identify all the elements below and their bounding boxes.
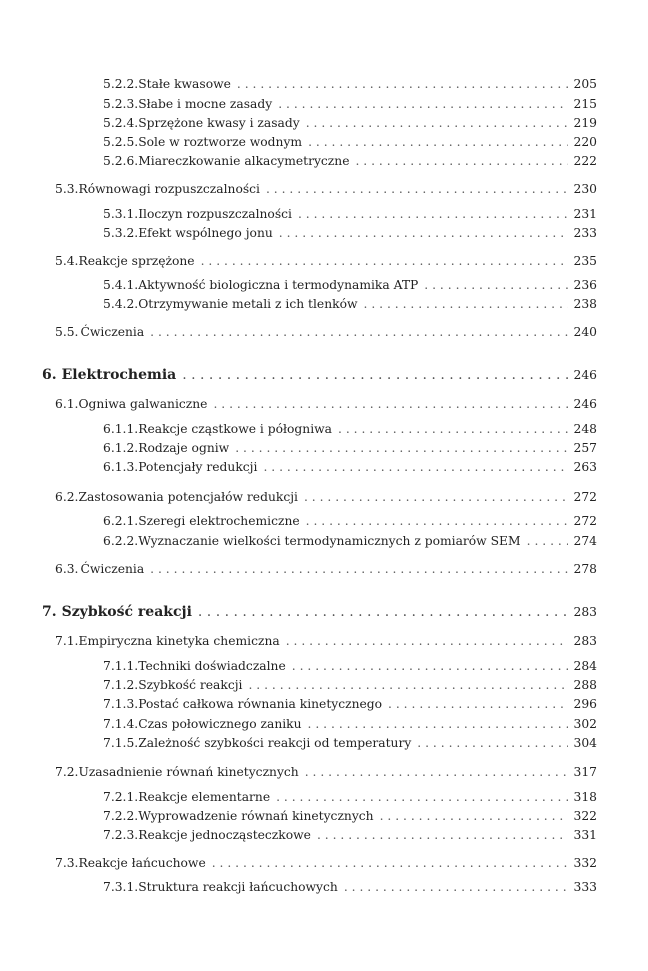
toc-entry-page: 238 [573, 297, 597, 311]
toc-entry-title: Słabe i mocne zasady [138, 97, 273, 111]
toc-entry [103, 735, 597, 751]
toc-entry-number: 5.4.1. [103, 278, 139, 292]
toc-entry-page: 288 [573, 678, 597, 692]
toc-entry-page: 246 [573, 397, 597, 411]
toc-entry-title: Aktywność biologiczna i termodynamika ATP [138, 278, 419, 292]
dot-leader [278, 96, 567, 112]
toc-entry-number: 5.4. [55, 254, 79, 268]
toc-entry-number: 6.2.1. [103, 514, 139, 528]
toc-entry [103, 459, 597, 475]
toc-entry [55, 396, 597, 412]
toc-entry-title: Zależność szybkości reakcji od temperatury [138, 736, 412, 750]
toc-entry-page: 220 [573, 135, 597, 149]
dot-leader [304, 489, 568, 505]
toc-entry-number: 6.2. [55, 490, 79, 504]
toc-entry [103, 513, 597, 529]
dot-leader [364, 296, 568, 312]
toc-entry [55, 324, 597, 340]
dot-leader [198, 604, 568, 620]
toc-entry [55, 633, 597, 649]
toc-entry [103, 153, 597, 169]
dot-leader [266, 181, 568, 197]
toc-entry-title: Sprzężone kwasy i zasady [138, 116, 300, 130]
toc-entry-number: 7.2. [55, 765, 79, 779]
toc-entry-number: 7.2.1. [103, 790, 139, 804]
toc-entry [103, 716, 597, 732]
toc-entry [103, 421, 597, 437]
toc-entry-number: 6.1. [55, 397, 79, 411]
toc-entry-title: Równowagi rozpuszczalności [78, 182, 260, 196]
toc-entry-number: 6. [42, 367, 57, 383]
toc-entry-page: 248 [573, 422, 597, 436]
toc-entry-title: Iloczyn rozpuszczalności [138, 207, 292, 221]
toc-entry-number: 6.1.3. [103, 460, 139, 474]
toc-entry-title: Techniki doświadczalne [138, 659, 286, 673]
toc-entry-title: Rodzaje ogniw [138, 441, 230, 455]
dot-leader [338, 421, 568, 437]
toc-entry-page: 333 [573, 880, 597, 894]
toc-entry-page: 233 [573, 226, 597, 240]
toc-entry-page: 278 [573, 562, 597, 576]
toc-chapter [42, 367, 597, 383]
toc-entry-title: Uzasadnienie równań kinetycznych [78, 765, 299, 779]
dot-leader [150, 324, 567, 340]
toc-entry-number: 6.2.2. [103, 534, 139, 548]
toc-entry-title: Szybkość reakcji [138, 678, 243, 692]
toc-entry-title: Ogniwa galwaniczne [78, 397, 208, 411]
toc-entry [103, 658, 597, 674]
toc-entry-title: Potencjały redukcji [138, 460, 258, 474]
toc-entry-number: 7.1.4. [103, 717, 139, 731]
toc-entry [55, 181, 597, 197]
toc-entry-title: Wyprowadzenie równań kinetycznych [138, 809, 374, 823]
toc-entry [103, 440, 597, 456]
toc-entry-page: 235 [573, 254, 597, 268]
toc-entry [103, 789, 597, 805]
dot-leader [355, 153, 567, 169]
dot-leader [213, 396, 567, 412]
toc-entry-number: 5.2.4. [103, 116, 139, 130]
dot-leader [182, 367, 567, 383]
toc-entry-number: 7.2.3. [103, 828, 139, 842]
toc-chapter [42, 604, 597, 620]
toc-entry-number: 7.1.3. [103, 697, 139, 711]
toc-entry [103, 76, 597, 92]
toc-entry-number: 5.4.2. [103, 297, 139, 311]
toc-entry [103, 96, 597, 112]
dot-leader [417, 735, 567, 751]
toc-entry-page: 332 [573, 856, 597, 870]
dot-leader [292, 658, 568, 674]
dot-leader [150, 561, 567, 577]
toc-entry [55, 561, 597, 577]
toc-entry-number: 5.3.1. [103, 207, 139, 221]
toc-entry [55, 855, 597, 871]
toc-entry-title: Sole w roztworze wodnym [138, 135, 303, 149]
toc-entry-number: 5.2.2. [103, 77, 139, 91]
toc-entry-title: Elektrochemia [61, 367, 177, 383]
dot-leader [201, 253, 568, 269]
toc-entry-title: Miareczkowanie alkacymetryczne [138, 154, 350, 168]
dot-leader [248, 677, 567, 693]
dot-leader [212, 855, 568, 871]
toc-entry-number: 7.1.1. [103, 659, 139, 673]
dot-leader [308, 134, 567, 150]
toc-entry-number: 5.5. [55, 325, 79, 339]
toc-entry-number: 6.3. [55, 562, 79, 576]
toc-entry [103, 879, 597, 895]
toc-entry-page: 283 [573, 605, 597, 619]
toc-entry-page: 205 [573, 77, 597, 91]
toc-entry-page: 272 [573, 490, 597, 504]
toc-entry-title: Wyznaczanie wielkości termodynamicznych z pomiarów SEM [138, 534, 521, 548]
toc-entry-number: 7.2.2. [103, 809, 139, 823]
toc-entry [103, 677, 597, 693]
dot-leader [279, 225, 568, 241]
toc-entry-page: 284 [573, 659, 597, 673]
dot-leader [388, 696, 567, 712]
toc-entry [55, 764, 597, 780]
toc-entry-page: 272 [573, 514, 597, 528]
toc-entry-page: 317 [573, 765, 597, 779]
toc-entry-page: 240 [573, 325, 597, 339]
toc-entry-title: Ćwiczenia [80, 325, 145, 339]
dot-leader [306, 115, 568, 131]
toc-entry-title: Reakcje jednocząsteczkowe [138, 828, 311, 842]
toc-entry-title: Szeregi elektrochemiczne [138, 514, 300, 528]
dot-leader [286, 633, 568, 649]
toc-entry-title: Struktura reakcji łańcuchowych [138, 880, 338, 894]
toc-entry-number: 5.2.3. [103, 97, 139, 111]
toc-entry [103, 115, 597, 131]
dot-leader [317, 827, 568, 843]
dot-leader [308, 716, 568, 732]
toc-entry [103, 296, 597, 312]
toc-entry-title: Czas połowicznego zaniku [138, 717, 302, 731]
toc-entry-page: 263 [573, 460, 597, 474]
dot-leader [263, 459, 567, 475]
toc-entry-page: 331 [573, 828, 597, 842]
toc-entry [103, 134, 597, 150]
toc-entry-title: Reakcje sprzężone [78, 254, 195, 268]
dot-leader [527, 533, 568, 549]
toc-entry-title: Reakcje elementarne [138, 790, 271, 804]
toc-entry-number: 7.3. [55, 856, 79, 870]
toc-entry-number: 7. [42, 604, 57, 620]
dot-leader [305, 764, 568, 780]
toc-entry-number: 6.1.1. [103, 422, 139, 436]
toc-entry-page: 302 [573, 717, 597, 731]
dot-leader [344, 879, 568, 895]
dot-leader [298, 206, 568, 222]
toc-entry-page: 274 [573, 534, 597, 548]
toc-entry-page: 236 [573, 278, 597, 292]
toc-entry [103, 696, 597, 712]
toc-entry-page: 246 [573, 368, 597, 382]
toc-entry-page: 257 [573, 441, 597, 455]
toc-entry-page: 283 [573, 634, 597, 648]
dot-leader [424, 277, 567, 293]
toc-entry-number: 7.1.2. [103, 678, 139, 692]
toc-entry-title: Efekt wspólnego jonu [138, 226, 273, 240]
toc-entry-number: 7.3.1. [103, 880, 139, 894]
toc-entry-page: 318 [573, 790, 597, 804]
toc-entry [103, 827, 597, 843]
dot-leader [235, 440, 567, 456]
dot-leader [237, 76, 568, 92]
dot-leader [306, 513, 568, 529]
toc-entry-number: 5.3. [55, 182, 79, 196]
toc-entry-number: 6.1.2. [103, 441, 139, 455]
toc-entry-page: 322 [573, 809, 597, 823]
toc-entry-page: 219 [573, 116, 597, 130]
toc-entry-title: Ćwiczenia [80, 562, 145, 576]
dot-leader [276, 789, 567, 805]
toc-entry-title: Postać całkowa równania kinetycznego [138, 697, 383, 711]
toc-entry [103, 277, 597, 293]
toc-entry-number: 7.1. [55, 634, 79, 648]
toc-entry-page: 296 [573, 697, 597, 711]
toc-entry-title: Reakcje cząstkowe i półogniwa [138, 422, 333, 436]
toc-entry-title: Szybkość reakcji [61, 604, 192, 620]
toc-entry-page: 230 [573, 182, 597, 196]
toc-entry [103, 206, 597, 222]
toc-entry-title: Stałe kwasowe [138, 77, 231, 91]
toc-entry-page: 222 [573, 154, 597, 168]
toc-entry-title: Zastosowania potencjałów redukcji [78, 490, 298, 504]
toc-entry-page: 231 [573, 207, 597, 221]
toc-entry [103, 533, 597, 549]
toc-entry-title: Otrzymywanie metali z ich tlenków [138, 297, 358, 311]
toc-entry [103, 225, 597, 241]
toc-entry [55, 489, 597, 505]
dot-leader [380, 808, 568, 824]
toc-entry-number: 5.2.6. [103, 154, 139, 168]
toc-entry-page: 215 [573, 97, 597, 111]
toc-entry-number: 5.2.5. [103, 135, 139, 149]
toc-entry [55, 253, 597, 269]
toc-entry-number: 7.1.5. [103, 736, 139, 750]
toc-entry-title: Reakcje łańcuchowe [78, 856, 206, 870]
toc-entry-title: Empiryczna kinetyka chemiczna [78, 634, 280, 648]
toc-entry [103, 808, 597, 824]
toc-entry-number: 5.3.2. [103, 226, 139, 240]
toc-entry-page: 304 [573, 736, 597, 750]
